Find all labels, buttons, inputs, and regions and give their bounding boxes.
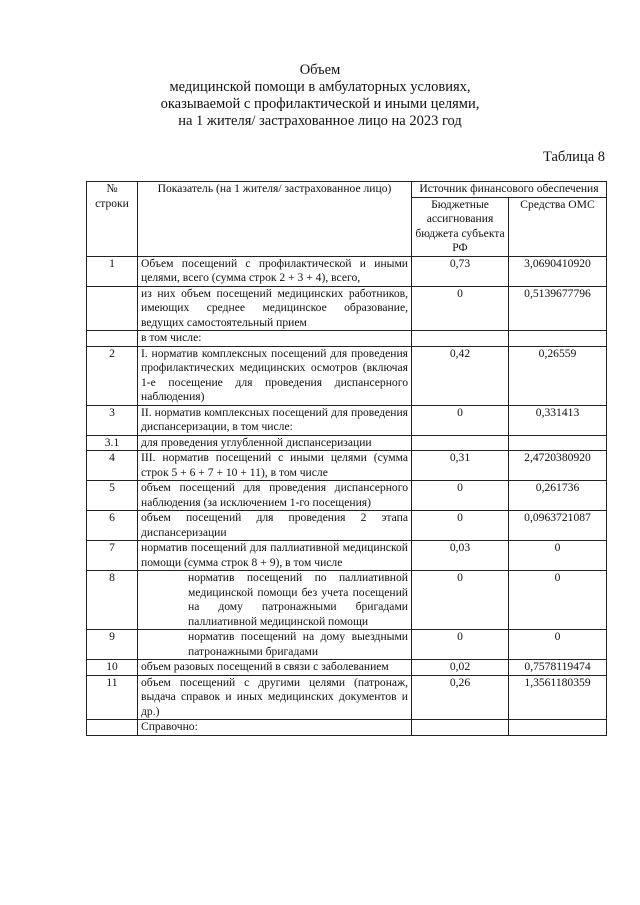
row-oms-value: 2,4720380920 bbox=[509, 451, 607, 481]
row-budget-value: 0,42 bbox=[412, 346, 509, 405]
row-indicator: I. норматив комплексных посещений для проведения профилактических медицинских осмотров (включая 1-е посещение для проведения диспансерного наблюдения) bbox=[138, 346, 412, 405]
table-row bbox=[87, 346, 607, 405]
row-oms-value bbox=[509, 720, 607, 736]
row-number bbox=[87, 286, 138, 331]
row-number: 3.1 bbox=[87, 435, 138, 451]
row-oms-value: 0,331413 bbox=[509, 405, 607, 435]
row-number: 10 bbox=[87, 660, 138, 676]
row-budget-value bbox=[412, 720, 509, 736]
row-oms-value: 0,0963721087 bbox=[509, 511, 607, 541]
row-budget-value: 0 bbox=[412, 571, 509, 630]
table-row bbox=[87, 660, 607, 676]
table-header-row bbox=[87, 182, 607, 198]
header-indicator: Показатель (на 1 жителя/ застрахованное лицо) bbox=[138, 182, 412, 257]
title-line: на 1 жителя/ застрахованное лицо на 2023 год bbox=[178, 113, 462, 129]
table-row bbox=[87, 630, 607, 660]
row-oms-value bbox=[509, 331, 607, 347]
row-indicator: объем посещений для проведения диспансерного наблюдения (за исключением 1-го посещения) bbox=[138, 481, 412, 511]
row-number bbox=[87, 720, 138, 736]
row-budget-value: 0,73 bbox=[412, 256, 509, 286]
row-number: 1 bbox=[87, 256, 138, 286]
table-row bbox=[87, 720, 607, 736]
row-oms-value: 0,5139677796 bbox=[509, 286, 607, 331]
row-indicator: из них объем посещений медицинских работников, имеющих среднее медицинское образование, ведущих самостоятельный прием bbox=[138, 286, 412, 331]
volume-table bbox=[86, 181, 607, 736]
table-row bbox=[87, 571, 607, 630]
row-oms-value bbox=[509, 435, 607, 451]
row-indicator: Справочно: bbox=[138, 720, 412, 736]
row-number: 5 bbox=[87, 481, 138, 511]
row-number: 11 bbox=[87, 675, 138, 720]
row-indicator: III. норматив посещений с иными целями (сумма строк 5 + 6 + 7 + 10 + 11), в том числе bbox=[138, 451, 412, 481]
row-indicator: для проведения углубленной диспансеризации bbox=[138, 435, 412, 451]
title-line: оказываемой с профилактической и иными целями, bbox=[160, 96, 480, 112]
row-oms-value: 3,0690410920 bbox=[509, 256, 607, 286]
row-budget-value: 0 bbox=[412, 481, 509, 511]
title-line: Объем bbox=[299, 62, 341, 78]
row-number: 6 bbox=[87, 511, 138, 541]
table-row bbox=[87, 451, 607, 481]
row-budget-value: 0,26 bbox=[412, 675, 509, 720]
table-label: Таблица 8 bbox=[542, 149, 605, 165]
row-indicator: II. норматив комплексных посещений для проведения диспансеризации, в том числе: bbox=[138, 405, 412, 435]
row-oms-value: 0,7578119474 bbox=[509, 660, 607, 676]
row-oms-value: 0 bbox=[509, 571, 607, 630]
row-number bbox=[87, 331, 138, 347]
row-indicator: в том числе: bbox=[138, 331, 412, 347]
row-budget-value: 0,02 bbox=[412, 660, 509, 676]
row-budget-value: 0 bbox=[412, 511, 509, 541]
table-row bbox=[87, 331, 607, 347]
row-indicator: норматив посещений для паллиативной медицинской помощи (сумма строк 8 + 9), в том числе bbox=[138, 541, 412, 571]
row-budget-value: 0 bbox=[412, 286, 509, 331]
table-row bbox=[87, 541, 607, 571]
row-indicator: норматив посещений по паллиативной медицинской помощи без учета посещений на дому патронажными бригадами паллиативной медицинской помощи bbox=[138, 571, 412, 630]
row-budget-value: 0,03 bbox=[412, 541, 509, 571]
row-budget-value: 0 bbox=[412, 630, 509, 660]
row-oms-value: 0,26559 bbox=[509, 346, 607, 405]
row-indicator: норматив посещений на дому выездными патронажными бригадами bbox=[138, 630, 412, 660]
row-number: 8 bbox=[87, 571, 138, 630]
row-number: 7 bbox=[87, 541, 138, 571]
row-budget-value: 0,31 bbox=[412, 451, 509, 481]
row-oms-value: 0 bbox=[509, 630, 607, 660]
title-line: медицинской помощи в амбулаторных условиях, bbox=[169, 79, 471, 95]
table-row bbox=[87, 256, 607, 286]
header-budget: Бюджетные ассигнования бюджета субъекта РФ bbox=[412, 197, 509, 256]
row-indicator: объем разовых посещений в связи с заболеванием bbox=[138, 660, 412, 676]
row-budget-value bbox=[412, 331, 509, 347]
row-indicator: объем посещений с другими целями (патронаж, выдача справок и иных медицинских документов и др.) bbox=[138, 675, 412, 720]
document-title bbox=[0, 62, 640, 130]
table-row bbox=[87, 435, 607, 451]
header-num: № строки bbox=[87, 182, 138, 257]
row-budget-value bbox=[412, 435, 509, 451]
row-oms-value: 0,261736 bbox=[509, 481, 607, 511]
table-row bbox=[87, 675, 607, 720]
row-indicator: Объем посещений с профилактической и иными целями, всего (сумма строк 2 + 3 + 4), всего, bbox=[138, 256, 412, 286]
row-number: 4 bbox=[87, 451, 138, 481]
header-source: Источник финансового обеспечения bbox=[412, 182, 607, 198]
row-indicator: объем посещений для проведения 2 этапа диспансеризации bbox=[138, 511, 412, 541]
row-budget-value: 0 bbox=[412, 405, 509, 435]
table-row bbox=[87, 511, 607, 541]
row-oms-value: 0 bbox=[509, 541, 607, 571]
header-oms: Средства ОМС bbox=[509, 197, 607, 256]
row-number: 3 bbox=[87, 405, 138, 435]
table-row bbox=[87, 481, 607, 511]
row-number: 9 bbox=[87, 630, 138, 660]
row-oms-value: 1,3561180359 bbox=[509, 675, 607, 720]
table-row bbox=[87, 405, 607, 435]
row-number: 2 bbox=[87, 346, 138, 405]
table-row bbox=[87, 286, 607, 331]
